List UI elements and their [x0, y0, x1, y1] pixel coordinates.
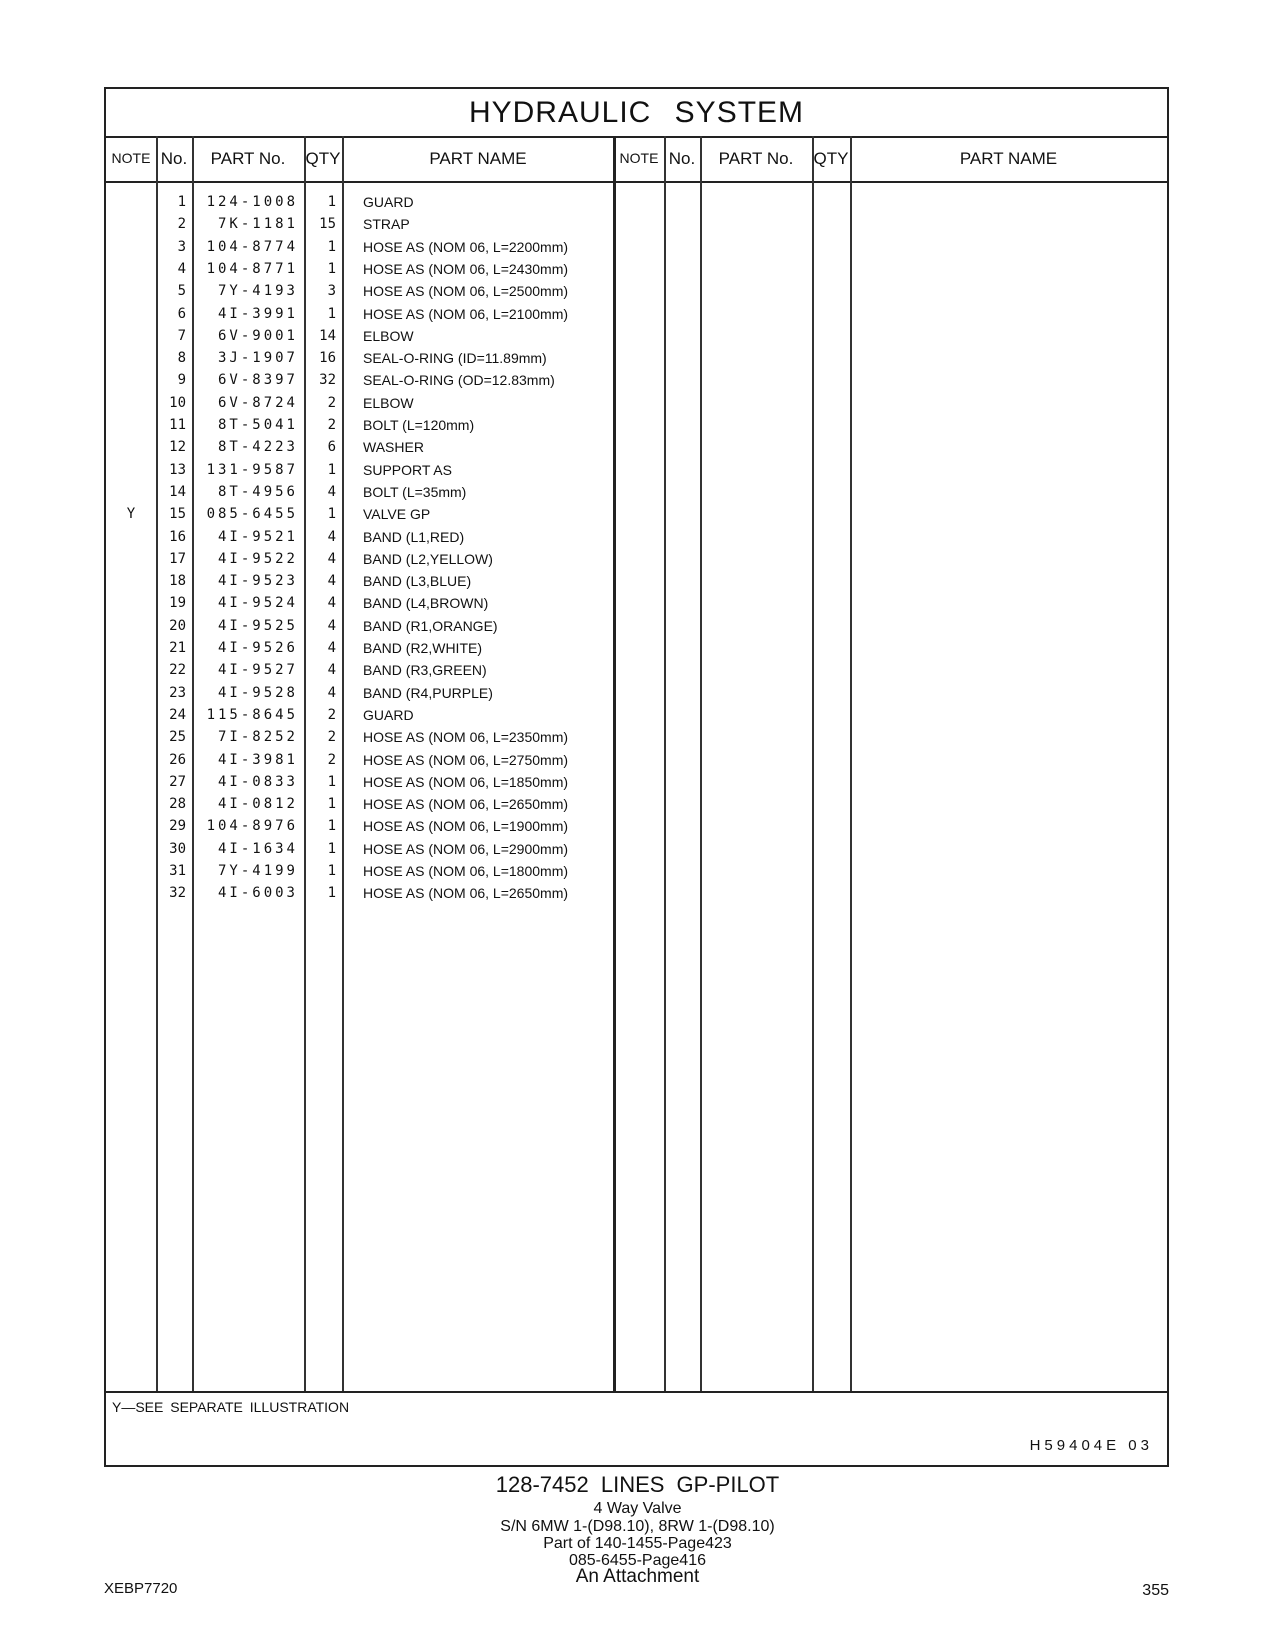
row-part-number: 8T-4956 — [217, 483, 298, 500]
row-number: 2 — [177, 216, 186, 233]
row-part-name: HOSE AS (NOM 06, L=1850mm) — [363, 773, 569, 790]
row-part-name: BAND (R2,WHITE) — [363, 640, 482, 656]
row-number: 24 — [169, 706, 186, 723]
row-part-number: 4I-9522 — [217, 550, 298, 567]
row-number: 8 — [177, 350, 186, 367]
row-part-number: 4I-9527 — [217, 662, 298, 679]
table-row — [106, 280, 1167, 302]
row-quantity: 32 — [319, 372, 336, 389]
row-number: 10 — [169, 394, 186, 411]
row-part-number: 4I-9523 — [217, 573, 298, 590]
row-part-number: 7Y-4199 — [217, 863, 298, 879]
row-part-name: WASHER — [363, 439, 424, 456]
table-row — [106, 860, 1167, 882]
table-row — [106, 481, 1167, 503]
row-quantity: 1 — [327, 461, 336, 478]
row-number: 1 — [177, 194, 186, 210]
row-part-name: VALVE GP — [363, 506, 431, 523]
table-row — [106, 191, 1167, 213]
illustration-code: H59404E 03 — [1029, 1437, 1153, 1454]
row-quantity: 16 — [319, 350, 336, 367]
row-part-number: 4I-0812 — [217, 796, 298, 813]
row-part-name: HOSE AS (NOM 06, L=2500mm) — [363, 283, 569, 300]
row-quantity: 4 — [327, 550, 336, 567]
row-part-number: 4I-9525 — [217, 617, 298, 634]
header-no-right: No. — [668, 149, 696, 168]
row-number: 5 — [177, 283, 186, 300]
row-quantity: 4 — [327, 483, 336, 500]
table-row — [106, 615, 1167, 637]
row-part-name: BAND (R4,PURPLE) — [363, 684, 493, 701]
row-quantity: 4 — [327, 617, 336, 634]
row-part-name: ELBOW — [363, 327, 414, 344]
header-no-left: No. — [160, 149, 188, 168]
row-number: 30 — [169, 840, 186, 857]
row-quantity: 4 — [327, 662, 336, 679]
row-number: 4 — [177, 260, 186, 277]
row-part-name: SEAL-O-RING (ID=11.89mm) — [363, 350, 547, 367]
table-row — [106, 392, 1167, 414]
row-number: 7 — [177, 327, 186, 344]
header-part-name-right: PART NAME — [959, 149, 1058, 168]
table-row — [106, 526, 1167, 548]
row-quantity: 2 — [327, 706, 336, 723]
row-part-number: 104-8976 — [206, 818, 298, 835]
row-part-name: BOLT (L=120mm) — [363, 417, 475, 433]
table-row — [106, 503, 1167, 525]
header-part-no-right: PART No. — [718, 149, 794, 168]
row-part-name: HOSE AS (NOM 06, L=2100mm) — [363, 305, 569, 322]
row-part-name: BAND (L4,BROWN) — [363, 595, 489, 612]
table-row — [106, 749, 1167, 771]
table-row — [106, 570, 1167, 592]
table-row — [106, 303, 1167, 325]
table-row — [106, 882, 1167, 904]
table-row — [106, 325, 1167, 347]
table-row — [106, 436, 1167, 458]
row-part-name: BAND (L1,RED) — [363, 528, 465, 545]
footnote: Y—SEE SEPARATE ILLUSTRATION — [112, 1399, 350, 1415]
row-number: 21 — [169, 640, 186, 656]
table-row — [106, 726, 1167, 748]
row-quantity: 4 — [327, 573, 336, 590]
row-number: 27 — [169, 773, 186, 790]
table-row — [106, 548, 1167, 570]
row-part-name: HOSE AS (NOM 06, L=2650mm) — [363, 885, 569, 902]
row-quantity: 2 — [327, 751, 336, 768]
footnote-area — [106, 1391, 1167, 1469]
row-quantity: 1 — [327, 305, 336, 322]
row-part-number: 6V-8397 — [217, 372, 298, 389]
header-part-name-left: PART NAME — [429, 149, 527, 168]
row-part-name: BOLT (L=35mm) — [363, 483, 467, 500]
caption-main: 128-7452 LINES GP-PILOT — [495, 1472, 780, 1497]
row-part-name: GUARD — [363, 194, 414, 210]
row-number: 28 — [169, 796, 186, 813]
row-quantity: 1 — [327, 863, 336, 879]
row-number: 20 — [169, 617, 186, 634]
row-quantity: 15 — [319, 216, 336, 233]
table-row — [106, 637, 1167, 659]
row-quantity: 1 — [327, 773, 336, 790]
row-quantity: 1 — [327, 818, 336, 835]
row-number: 16 — [169, 528, 186, 545]
row-quantity: 1 — [327, 506, 336, 523]
row-part-name: STRAP — [363, 216, 410, 233]
row-part-number: 4I-1634 — [217, 840, 298, 857]
row-part-number: 085-6455 — [206, 506, 298, 523]
table-row — [106, 682, 1167, 704]
table-row — [106, 258, 1167, 280]
row-part-number: 7K-1181 — [217, 216, 298, 233]
table-row — [106, 704, 1167, 726]
header-note-right: NOTE — [619, 150, 659, 166]
row-quantity: 1 — [327, 840, 336, 857]
row-number: 11 — [169, 417, 186, 433]
row-part-number: 131-9587 — [206, 461, 298, 478]
header-note-left: NOTE — [111, 150, 151, 166]
row-quantity: 4 — [327, 684, 336, 701]
row-part-name: HOSE AS (NOM 06, L=2350mm) — [363, 729, 569, 746]
row-part-name: BAND (L2,YELLOW) — [363, 550, 493, 567]
row-number: 18 — [169, 573, 186, 590]
row-part-name: GUARD — [363, 706, 414, 723]
table-header — [106, 136, 1167, 183]
row-quantity: 1 — [327, 260, 336, 277]
row-part-name: HOSE AS (NOM 06, L=2650mm) — [363, 796, 569, 813]
table-row — [106, 347, 1167, 369]
row-part-number: 4I-9521 — [217, 528, 298, 545]
row-number: 22 — [169, 662, 186, 679]
row-quantity: 4 — [327, 640, 336, 656]
row-part-number: 4I-3981 — [217, 751, 298, 768]
page-title: HYDRAULIC SYSTEM — [106, 89, 1167, 138]
table-row — [106, 592, 1167, 614]
row-part-number: 4I-9526 — [217, 640, 298, 656]
row-part-name: HOSE AS (NOM 06, L=2200mm) — [363, 238, 569, 255]
row-number: 15 — [169, 506, 186, 523]
row-part-name: HOSE AS (NOM 06, L=2750mm) — [363, 751, 569, 768]
row-number: 31 — [169, 863, 186, 879]
table-row — [106, 414, 1167, 436]
row-part-number: 115-8645 — [206, 706, 298, 723]
row-part-name: HOSE AS (NOM 06, L=1800mm) — [363, 863, 569, 879]
row-part-number: 8T-5041 — [217, 417, 298, 433]
table-row — [106, 771, 1167, 793]
row-part-number: 4I-3991 — [217, 305, 298, 322]
row-part-number: 6V-8724 — [217, 394, 298, 411]
row-quantity: 4 — [327, 595, 336, 612]
row-part-name: HOSE AS (NOM 06, L=1900mm) — [363, 818, 569, 835]
row-number: 14 — [169, 483, 186, 500]
table-row — [106, 459, 1167, 481]
table-row — [106, 815, 1167, 837]
row-part-number: 7I-8252 — [217, 729, 298, 746]
row-quantity: 2 — [327, 417, 336, 433]
row-quantity: 6 — [327, 439, 336, 456]
row-part-number: 8T-4223 — [217, 439, 298, 456]
caption-line-2: S/N 6MW 1-(D98.10), 8RW 1-(D98.10) — [500, 1518, 775, 1535]
row-quantity: 1 — [327, 796, 336, 813]
row-part-number: 4I-9524 — [217, 595, 298, 612]
row-part-number: 6V-9001 — [217, 327, 298, 344]
parts-list — [106, 181, 1167, 1391]
table-row — [106, 659, 1167, 681]
row-number: 13 — [169, 461, 186, 478]
row-part-name: ELBOW — [363, 394, 414, 411]
row-number: 3 — [177, 238, 186, 255]
row-note: Y — [126, 506, 136, 523]
caption-line-1: 4 Way Valve — [593, 1500, 682, 1517]
table-row — [106, 838, 1167, 860]
row-part-name: HOSE AS (NOM 06, L=2430mm) — [363, 260, 569, 277]
row-number: 6 — [177, 305, 186, 322]
row-quantity: 2 — [327, 729, 336, 746]
table-row — [106, 213, 1167, 235]
row-number: 32 — [169, 885, 186, 902]
row-number: 26 — [169, 751, 186, 768]
row-number: 23 — [169, 684, 186, 701]
row-part-number: 4I-9528 — [217, 684, 298, 701]
row-quantity: 1 — [327, 238, 336, 255]
row-part-number: 3J-1907 — [217, 350, 298, 367]
caption-line-5: An Attachment — [575, 1566, 700, 1587]
row-number: 17 — [169, 550, 186, 567]
row-part-number: 104-8774 — [206, 238, 298, 255]
row-quantity: 4 — [327, 528, 336, 545]
row-part-number: 4I-6003 — [217, 885, 298, 902]
caption-line-3: Part of 140-1455-Page423 — [543, 1535, 732, 1552]
header-qty-right: QTY — [813, 149, 849, 168]
row-part-number: 104-8771 — [206, 260, 298, 277]
row-part-name: BAND (R3,GREEN) — [363, 662, 487, 679]
row-part-name: BAND (R1,ORANGE) — [363, 617, 498, 634]
row-part-name: SEAL-O-RING (OD=12.83mm) — [363, 372, 555, 389]
row-number: 19 — [169, 595, 186, 612]
row-number: 9 — [177, 372, 186, 389]
header-part-no-left: PART No. — [210, 149, 286, 168]
header-qty-left: QTY — [305, 149, 341, 168]
row-part-name: BAND (L3,BLUE) — [363, 573, 472, 590]
page-number: 355 — [1142, 1582, 1169, 1599]
parts-table-frame — [104, 87, 1169, 1467]
row-part-name: SUPPORT AS — [363, 461, 452, 478]
row-quantity: 2 — [327, 394, 336, 411]
row-part-number: 7Y-4193 — [217, 283, 298, 300]
document-number: XEBP7720 — [104, 1580, 178, 1597]
row-part-name: HOSE AS (NOM 06, L=2900mm) — [363, 840, 569, 857]
row-quantity: 1 — [327, 885, 336, 902]
row-quantity: 3 — [327, 283, 336, 300]
row-part-number: 124-1008 — [206, 194, 298, 210]
caption-line-4: 085-6455-Page416 — [568, 1552, 706, 1569]
row-quantity: 1 — [327, 194, 336, 210]
row-part-number: 4I-0833 — [217, 773, 298, 790]
row-quantity: 14 — [319, 327, 336, 344]
row-number: 29 — [169, 818, 186, 835]
table-row — [106, 369, 1167, 391]
row-number: 25 — [169, 729, 186, 746]
table-row — [106, 793, 1167, 815]
table-row — [106, 236, 1167, 258]
row-number: 12 — [169, 439, 186, 456]
